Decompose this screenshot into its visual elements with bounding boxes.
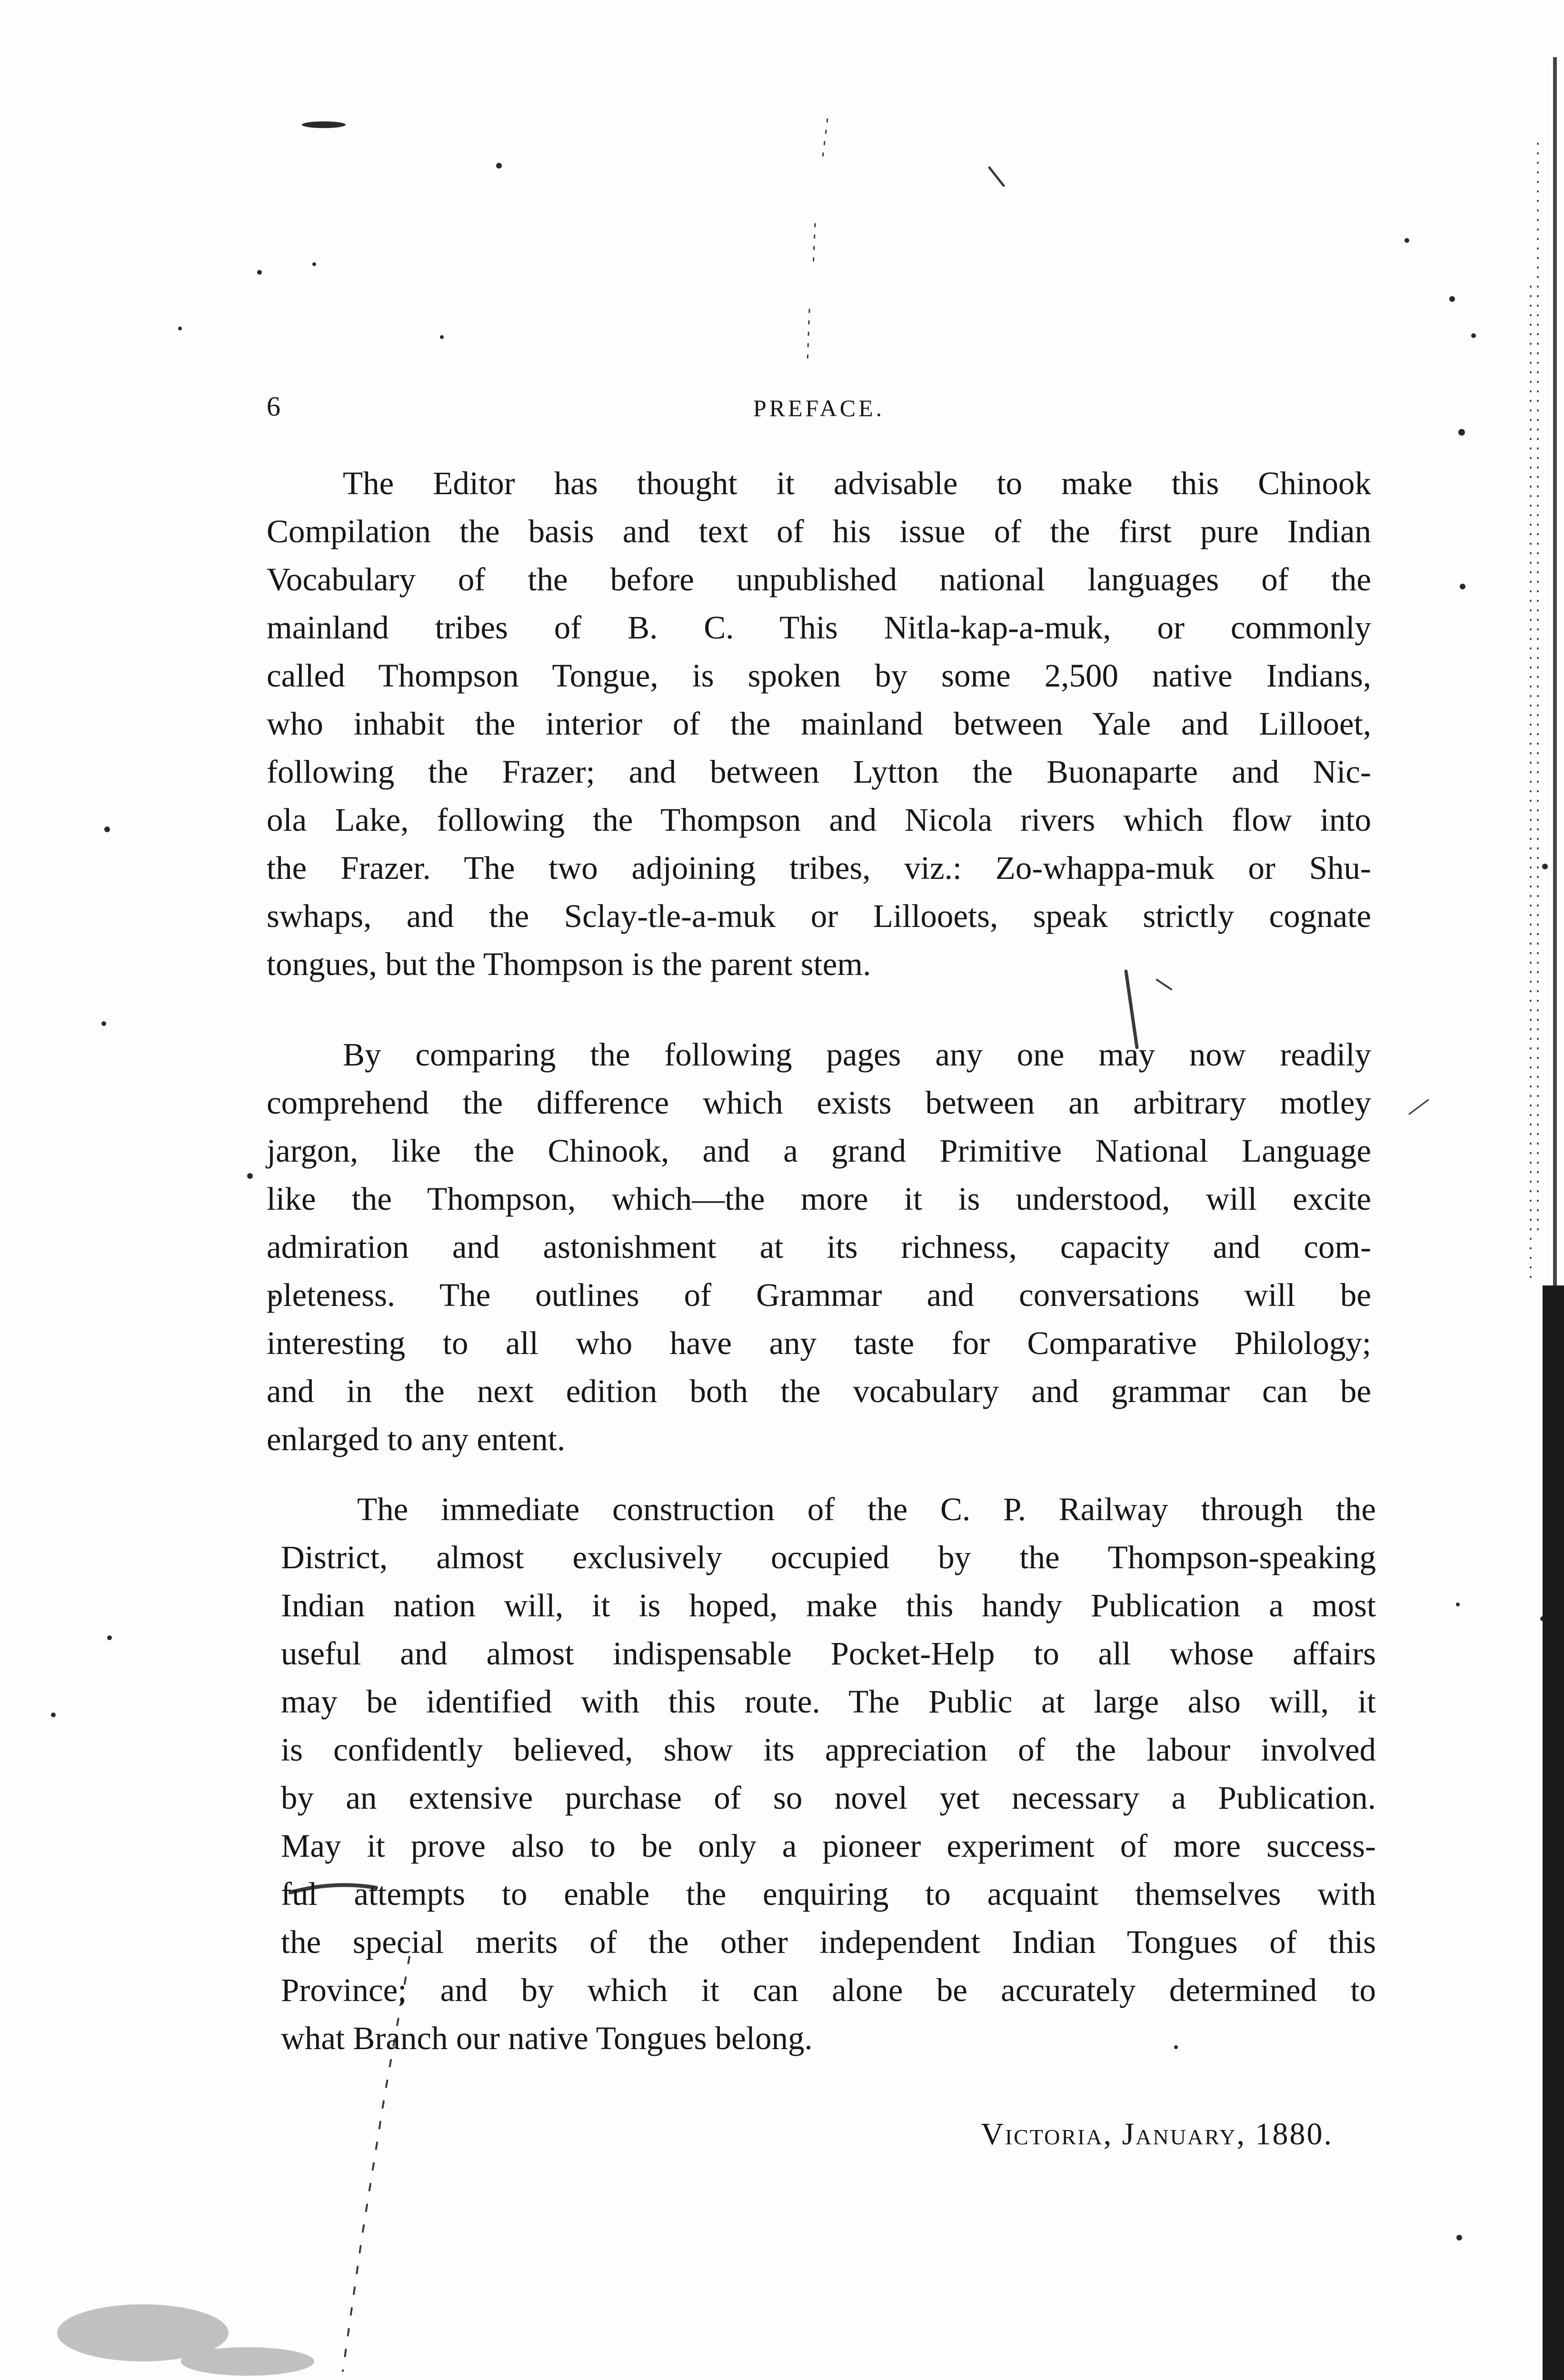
text-line: Province; and by which it can alone be accurately determined to bbox=[281, 1972, 1376, 2008]
text-line: useful and almost indispensable Pocket-Help to all whose affairs bbox=[281, 1635, 1376, 1672]
text-line: Compilation the basis and text of his issue of the first pure Indian bbox=[267, 513, 1371, 549]
text-line: and in the next edition both the vocabulary and grammar can be bbox=[267, 1373, 1371, 1409]
page-header bbox=[257, 390, 1381, 433]
text-line: by an extensive purchase of so novel yet necessary a Publication. bbox=[281, 1780, 1376, 1816]
text-line: interesting to all who have any taste for Comparative Philology; bbox=[267, 1325, 1371, 1361]
text-line: The immediate construction of the C. P. Railway through the bbox=[357, 1491, 1376, 1527]
text-line: may be identified with this route. The Public at large also will, it bbox=[281, 1683, 1376, 1720]
text-line: ola Lake, following the Thompson and Nicola rivers which flow into bbox=[267, 802, 1371, 838]
text-line: comprehend the difference which exists between an arbitrary motley bbox=[267, 1085, 1371, 1121]
paragraph-2 bbox=[267, 1031, 1371, 1464]
text-line: the Frazer. The two adjoining tribes, viz.: Zo-whappa-muk or Shu- bbox=[267, 850, 1371, 886]
text-line: The Editor has thought it advisable to make this Chinook bbox=[343, 465, 1371, 501]
text-line: District, almost exclusively occupied by the Thompson-speaking bbox=[281, 1539, 1376, 1575]
text-line: pleteness. The outlines of Grammar and conversations will be bbox=[267, 1277, 1371, 1313]
text-line: following the Frazer; and between Lytton the Buonaparte and Nic- bbox=[267, 754, 1371, 790]
text-line: Vocabulary of the before unpublished national languages of the bbox=[267, 561, 1371, 597]
text-line: is confidently believed, show its appreciation of the labour involved bbox=[281, 1732, 1376, 1768]
text-line: Indian nation will, it is hoped, make this handy Publication a most bbox=[281, 1587, 1376, 1623]
signature-line: Victoria, January, 1880. bbox=[981, 2117, 1333, 2151]
paragraph-3 bbox=[281, 1485, 1376, 2062]
text-line: May it prove also to be only a pioneer experiment of more success- bbox=[281, 1828, 1376, 1864]
text-line: who inhabit the interior of the mainland between Yale and Lillooet, bbox=[267, 706, 1371, 742]
text-line: mainland tribes of B. C. This Nitla-kap-a-muk, or commonly bbox=[267, 609, 1371, 646]
text-line: jargon, like the Chinook, and a grand Primitive National Language bbox=[267, 1133, 1371, 1169]
text-line: ful attempts to enable the enquiring to acquaint themselves with bbox=[281, 1876, 1376, 1912]
text-line: called Thompson Tongue, is spoken by some 2,500 native Indians, bbox=[267, 657, 1371, 694]
text-line: admiration and astonishment at its richness, capacity and com- bbox=[267, 1229, 1371, 1265]
text-line: By comparing the following pages any one may now readily bbox=[343, 1036, 1371, 1073]
paragraph-1 bbox=[267, 459, 1371, 988]
text-line: swhaps, and the Sclay-tle-a-muk or Lillooets, speak strictly cognate bbox=[267, 898, 1371, 934]
running-head: PREFACE. bbox=[753, 395, 885, 421]
text-line: enlarged to any entent. bbox=[267, 1421, 566, 1457]
page-number: 6 bbox=[267, 391, 280, 422]
text-line: what Branch our native Tongues belong. bbox=[281, 2020, 813, 2056]
text-line: the special merits of the other independent Indian Tongues of this bbox=[281, 1924, 1376, 1960]
text-line: tongues, but the Thompson is the parent stem. bbox=[267, 946, 871, 982]
text-line: like the Thompson, which—the more it is understood, will excite bbox=[267, 1181, 1371, 1217]
